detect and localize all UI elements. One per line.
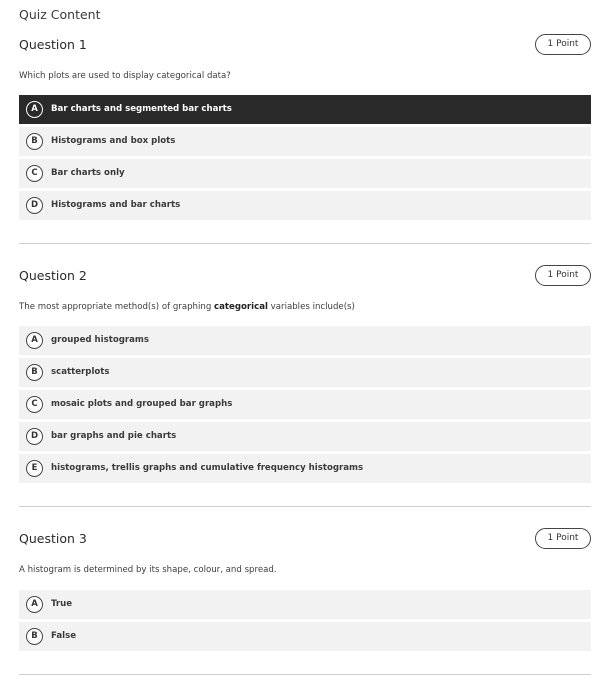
option-letter-badge: C <box>26 396 43 413</box>
option-letter-badge: A <box>26 101 43 118</box>
option-label: Bar charts and segmented bar charts <box>51 104 232 114</box>
points-badge: 1 Point <box>535 265 591 286</box>
option-label: Histograms and bar charts <box>51 200 181 210</box>
question-prompt: A histogram is determined by its shape, colour, and spread. <box>19 565 277 575</box>
points-badge: 1 Point <box>535 528 591 549</box>
option-label: mosaic plots and grouped bar graphs <box>51 399 233 409</box>
question-title: Question 3 <box>19 531 87 546</box>
answer-option-d[interactable] <box>19 422 591 451</box>
option-letter-badge: D <box>26 197 43 214</box>
option-letter-badge: A <box>26 596 43 613</box>
answer-option-a[interactable] <box>19 326 591 355</box>
question-title: Question 1 <box>19 37 87 52</box>
question-divider <box>19 506 591 507</box>
option-letter-badge: B <box>26 628 43 645</box>
page-title: Quiz Content <box>19 7 101 22</box>
option-label: Histograms and box plots <box>51 136 176 146</box>
option-label: bar graphs and pie charts <box>51 431 177 441</box>
option-letter-badge: B <box>26 364 43 381</box>
bold-term: categorical <box>214 302 268 312</box>
answer-option-b[interactable] <box>19 622 591 651</box>
answer-option-b[interactable] <box>19 127 591 156</box>
question-title: Question 2 <box>19 268 87 283</box>
option-letter-badge: E <box>26 460 43 477</box>
answer-option-a[interactable] <box>19 95 591 124</box>
question-3-header <box>19 528 591 550</box>
option-label: Bar charts only <box>51 168 125 178</box>
points-badge: 1 Point <box>535 34 591 55</box>
option-label: scatterplots <box>51 367 110 377</box>
question-1-header <box>19 34 591 56</box>
option-letter-badge: D <box>26 428 43 445</box>
option-label: histograms, trellis graphs and cumulative frequency histograms <box>51 463 364 473</box>
question-prompt: Which plots are used to display categorical data? <box>19 71 231 81</box>
answer-option-c[interactable] <box>19 159 591 188</box>
answer-option-e[interactable] <box>19 454 591 483</box>
answer-option-b[interactable] <box>19 358 591 387</box>
question-2-header <box>19 265 591 287</box>
answer-option-a[interactable] <box>19 590 591 619</box>
answer-option-d[interactable] <box>19 191 591 220</box>
option-letter-badge: B <box>26 133 43 150</box>
question-prompt: The most appropriate method(s) of graphing categorical variables include(s) <box>19 302 355 312</box>
option-label: False <box>51 631 77 641</box>
option-letter-badge: A <box>26 332 43 349</box>
option-letter-badge: C <box>26 165 43 182</box>
answer-option-c[interactable] <box>19 390 591 419</box>
option-label: grouped histograms <box>51 335 149 345</box>
option-label: True <box>51 599 73 609</box>
question-divider <box>19 674 591 675</box>
question-divider <box>19 243 591 244</box>
